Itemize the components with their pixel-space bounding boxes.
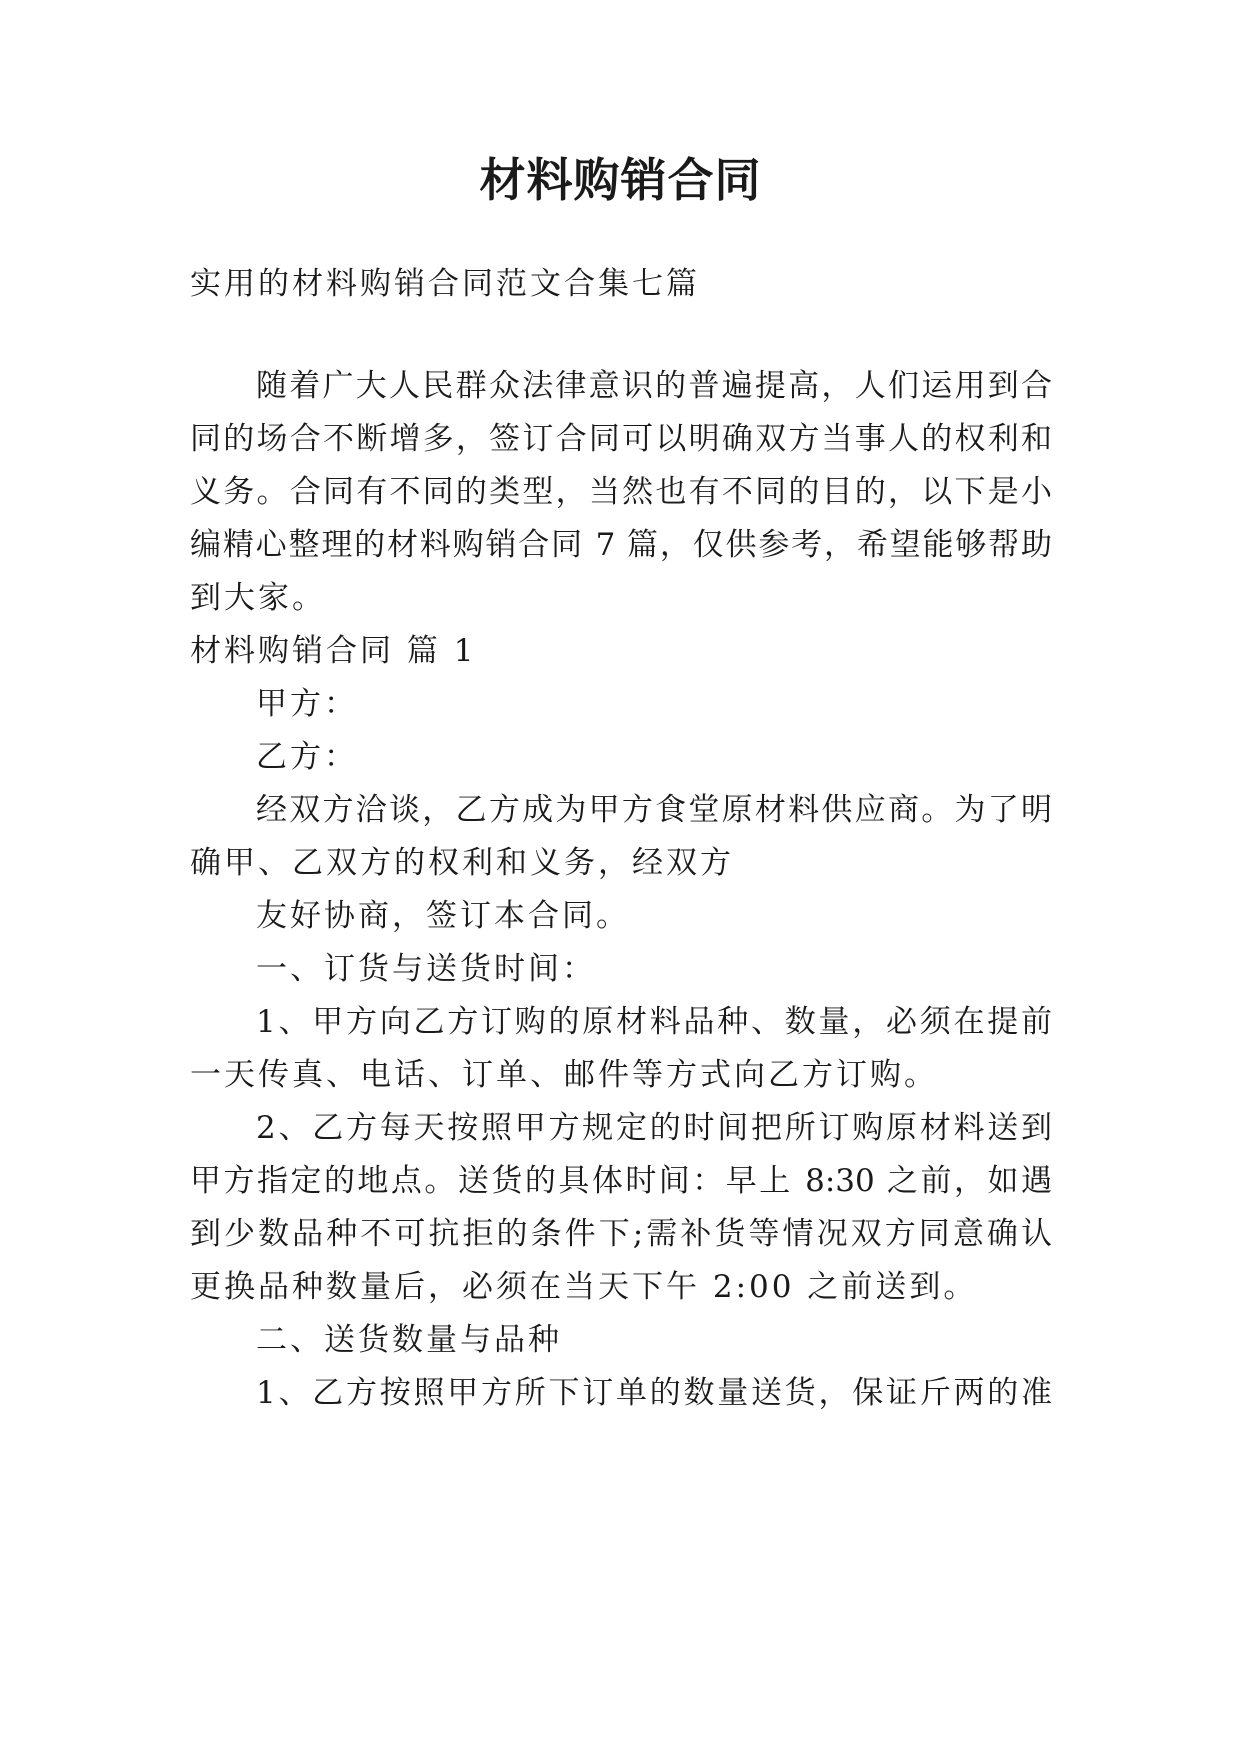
- section-heading: 材料购销合同 篇 1: [190, 633, 477, 669]
- body-line: 更换品种数量后，必须在当天下午 2:00 之前送到。: [190, 1269, 978, 1305]
- clause-heading: 一、订货与送货时间：: [256, 951, 596, 987]
- body-line: 一天传真、电话、订单、邮件等方式向乙方订购。: [190, 1057, 938, 1093]
- body-line: 确甲、乙双方的权利和义务，经双方: [190, 845, 734, 881]
- body-line: 1、乙方按照甲方所下订单的数量送货，保证斤两的准: [256, 1375, 1052, 1411]
- page-title: 材料购销合同: [479, 153, 762, 207]
- body-line: 1、甲方向乙方订购的原材料品种、数量，必须在提前: [256, 1004, 1052, 1040]
- body-line: 甲方指定的地点。送货的具体时间：早上 8:30 之前，如遇: [190, 1163, 1052, 1199]
- intro-line-3: 义务。合同有不同的类型，当然也有不同的目的，以下是小: [190, 474, 1052, 510]
- body-line: 友好协商，签订本合同。: [256, 898, 630, 934]
- intro-line-1: 随着广大人民群众法律意识的普遍提高，人们运用到合: [256, 368, 1052, 404]
- body-line: 2、乙方每天按照甲方规定的时间把所订购原材料送到: [256, 1110, 1052, 1146]
- body-line: 到少数品种不可抗拒的条件下;需补货等情况双方同意确认: [190, 1216, 1052, 1252]
- intro-line-5: 到大家。: [190, 580, 326, 616]
- intro-line-4: 编精心整理的材料购销合同 7 篇，仅供参考，希望能够帮助: [190, 527, 1052, 563]
- body-line: 经双方洽谈，乙方成为甲方食堂原材料供应商。为了明: [256, 792, 1052, 828]
- intro-line-2: 同的场合不断增多，签订合同可以明确双方当事人的权利和: [190, 421, 1052, 457]
- clause-heading: 二、送货数量与品种: [256, 1322, 562, 1358]
- subtitle: 实用的材料购销合同范文合集七篇: [190, 266, 700, 302]
- party-b-label: 乙方：: [256, 739, 358, 775]
- party-a-label: 甲方：: [256, 686, 358, 722]
